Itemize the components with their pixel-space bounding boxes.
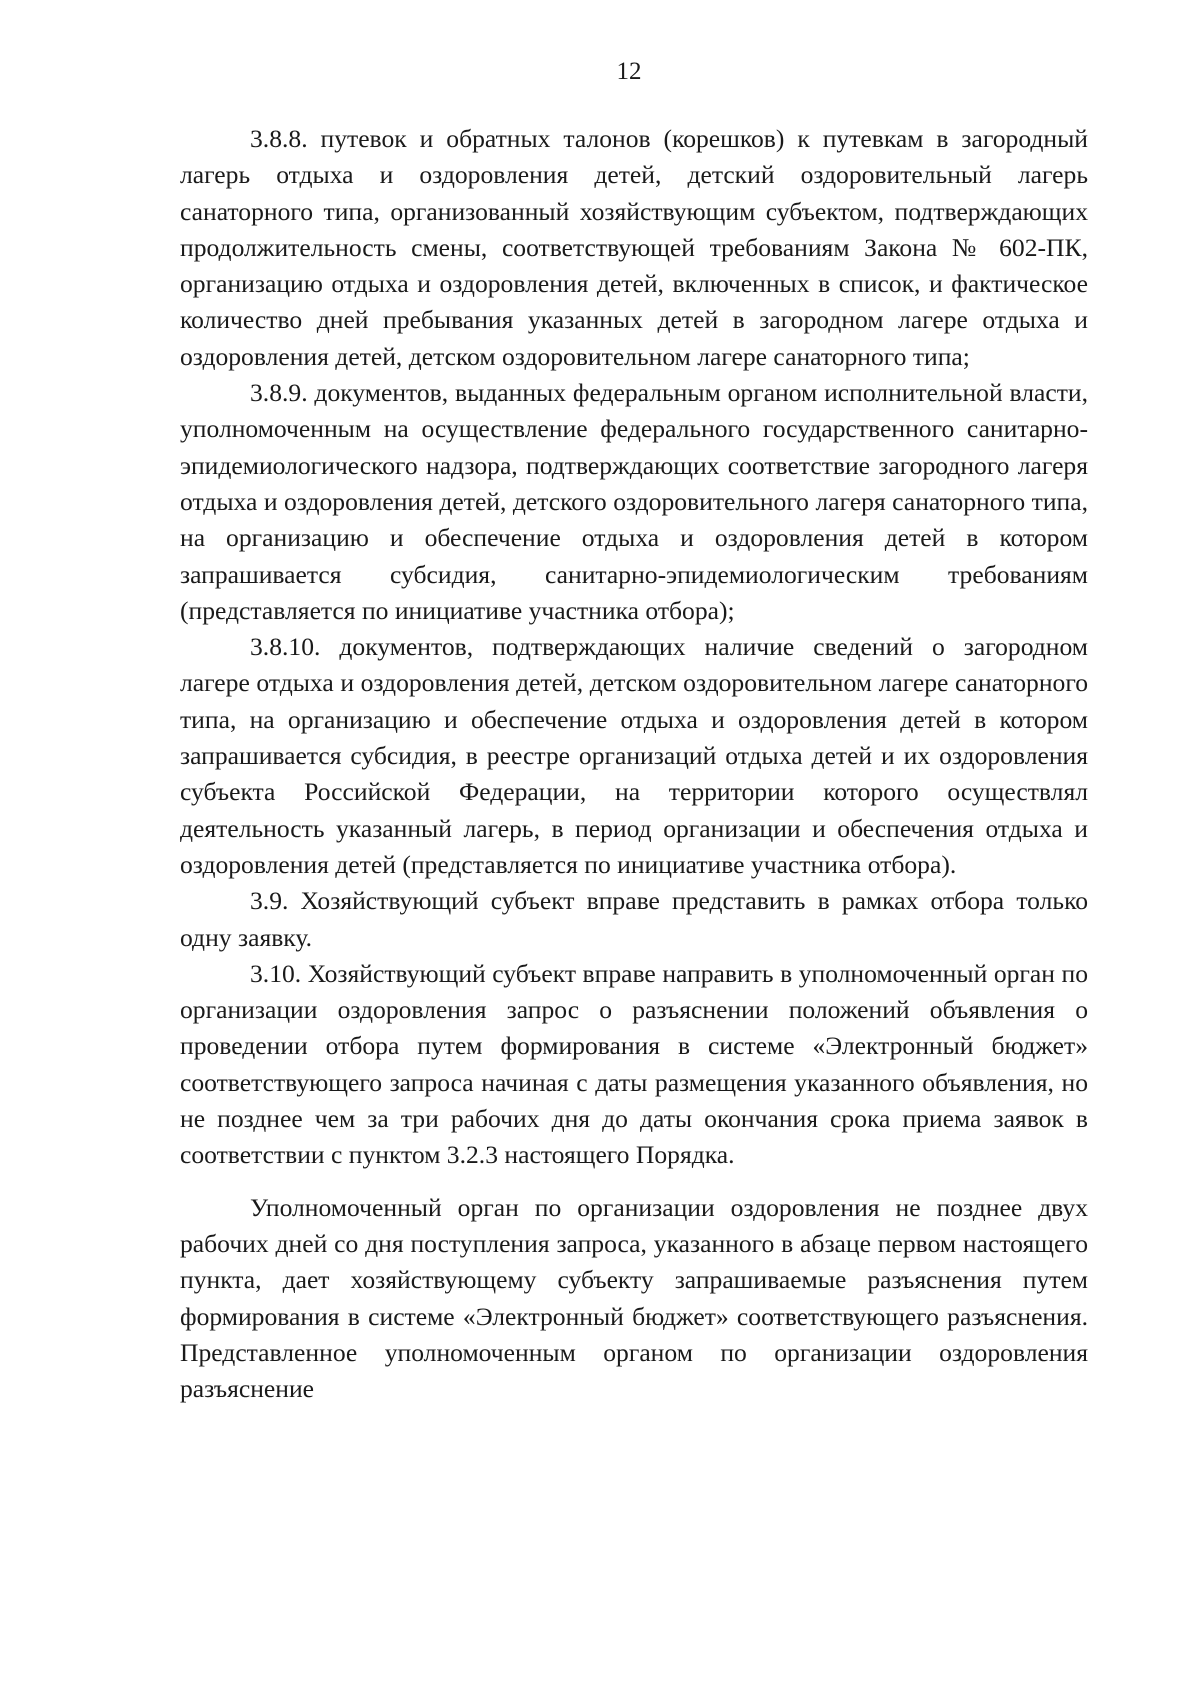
paragraph-3-10: 3.10. Хозяйствующий субъект вправе направить в уполномоченный орган по организации оздоровления запрос о разъяснении положений объявления о проведении отбора путем формирования в системе «Электронный бюджет» соответствующего запроса начиная с даты размещения указанного объявления, но не позднее чем за три рабочих дня до даты окончания срока приема заявок в соответствии с пунктом 3.2.3 настоящего Порядка. (180, 958, 1088, 1170)
paragraph-3-9: 3.9. Хозяйствующий субъект вправе представить в рамках отбора только одну заявку. (180, 886, 1088, 952)
paragraph-3-8-10: 3.8.10. документов, подтверждающих наличие сведений о загородном лагере отдыха и оздоровления детей, детском оздоровительном лагере санаторного типа, на организацию и обеспечение отдыха и оздоровления детей в котором запрашивается субсидия, в реестре организаций отдыха детей и их оздоровления субъекта Российской Федерации, на территории которого осуществлял деятельность указанный лагерь, в период организации и обеспечения отдыха и оздоровления детей (представляется по инициативе участника отбора). (180, 632, 1088, 879)
paragraph-3-8-9: 3.8.9. документов, выданных федеральным органом исполнительной власти, уполномоченным на осуществление федерального государственного санитарно-эпидемиологического надзора, подтверждающих соответствие загородного лагеря отдыха и оздоровления детей, детского оздоровительного лагеря санаторного типа, на организацию и обеспечение отдыха и оздоровления детей в котором запрашивается субсидия, санитарно-эпидемиологическим требованиям (представляется по инициативе участника отбора); (180, 378, 1088, 625)
document-body (180, 121, 1088, 1407)
paragraph-3-10-second: Уполномоченный орган по организации оздоровления не позднее двух рабочих дней со дня поступления запроса, указанного в абзаце первом настоящего пункта, дает хозяйствующему субъекту запрашиваемые разъяснения путем формирования в системе «Электронный бюджет» соответствующего разъяснения. Представленное уполномоченным органом по организации оздоровления разъяснение (180, 1192, 1088, 1404)
paragraph-3-8-8: 3.8.8. путевок и обратных талонов (корешков) к путевкам в загородный лагерь отдыха и оздоровления детей, детский оздоровительный лагерь санаторного типа, организованный хозяйствующим субъектом, подтверждающих продолжительность смены, соответствующей требованиям Закона № 602-ПК, организацию отдыха и оздоровления детей, включенных в список, и фактическое количество дней пребывания указанных детей в загородном лагере отдыха и оздоровления детей, детском оздоровительном лагере санаторного типа; (180, 124, 1088, 371)
page-number: 12 (616, 58, 642, 85)
